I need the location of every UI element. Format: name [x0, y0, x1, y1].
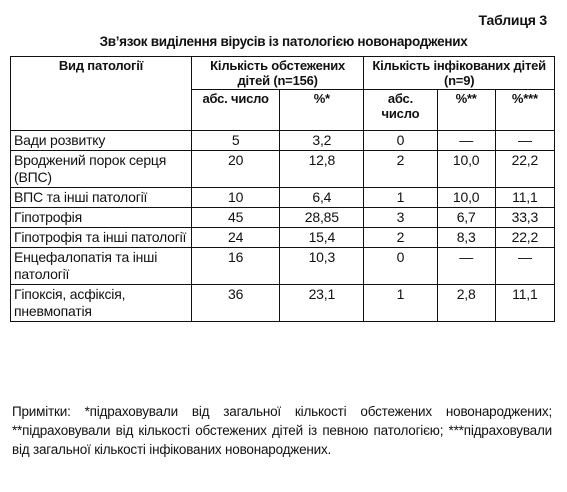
row-inf-pct2: — [437, 248, 495, 285]
row-exam-pct: 15,4 [280, 228, 364, 248]
row-exam-pct: 10,3 [280, 248, 364, 285]
row-inf-abs: 0 [364, 131, 437, 151]
row-inf-pct3: — [495, 131, 554, 151]
header-pathology: Вид патології [11, 57, 192, 131]
row-pathology-name: Гіпоксія, асфіксія, пневмопатія [11, 285, 192, 322]
row-inf-pct3: 22,2 [495, 151, 554, 188]
row-inf-abs: 1 [364, 285, 437, 322]
row-inf-pct2: — [437, 131, 495, 151]
row-inf-pct3: 33,3 [495, 208, 554, 228]
row-exam-pct: 6,4 [280, 188, 364, 208]
table-row [11, 188, 555, 208]
table-number-label: Таблиця 3 [478, 12, 547, 28]
row-inf-abs: 0 [364, 248, 437, 285]
subheader-abs-infected: абс. число [364, 90, 437, 131]
row-inf-pct3: 11,1 [495, 188, 554, 208]
table-row [11, 285, 555, 322]
row-exam-abs: 16 [191, 248, 279, 285]
row-inf-pct2: 10,0 [437, 151, 495, 188]
row-inf-abs: 2 [364, 228, 437, 248]
row-inf-pct2: 10,0 [437, 188, 495, 208]
table-row [11, 248, 555, 285]
row-exam-pct: 12,8 [280, 151, 364, 188]
subheader-abs-examined: абс. число [191, 90, 279, 131]
row-inf-pct3: 22,2 [495, 228, 554, 248]
row-pathology-name: ВПС та інші патології [11, 188, 192, 208]
row-inf-abs: 1 [364, 188, 437, 208]
row-exam-pct: 28,85 [280, 208, 364, 228]
header-infected: Кількість інфікованих дітей (n=9) [364, 57, 555, 90]
row-inf-pct2: 2,8 [437, 285, 495, 322]
row-inf-pct2: 8,3 [437, 228, 495, 248]
subheader-pct-examined: %* [280, 90, 364, 131]
row-inf-pct3: — [495, 248, 554, 285]
pathology-table [10, 56, 555, 322]
row-exam-abs: 20 [191, 151, 279, 188]
row-exam-abs: 5 [191, 131, 279, 151]
row-exam-abs: 36 [191, 285, 279, 322]
table-row [11, 151, 555, 188]
subheader-pct-infected-2: %** [437, 90, 495, 131]
row-pathology-name: Енцефалопатія та інші патології [11, 248, 192, 285]
row-exam-pct: 3,2 [280, 131, 364, 151]
row-pathology-name: Вади розвитку [11, 131, 192, 151]
header-examined: Кількість обстежених дітей (n=156) [191, 57, 363, 90]
table-title: Зв’язок виділення вірусів із патологією новонароджених [99, 34, 468, 49]
row-exam-abs: 45 [191, 208, 279, 228]
row-exam-pct: 23,1 [280, 285, 364, 322]
row-inf-abs: 3 [364, 208, 437, 228]
row-inf-abs: 2 [364, 151, 437, 188]
header-row-1 [11, 57, 555, 90]
row-pathology-name: Вроджений порок серця (ВПС) [11, 151, 192, 188]
row-inf-pct2: 6,7 [437, 208, 495, 228]
table-row [11, 208, 555, 228]
table-row [11, 228, 555, 248]
row-pathology-name: Гіпотрофія [11, 208, 192, 228]
subheader-pct-infected-3: %*** [495, 90, 554, 131]
row-inf-pct3: 11,1 [495, 285, 554, 322]
row-pathology-name: Гіпотрофія та інші патології [11, 228, 192, 248]
row-exam-abs: 24 [191, 228, 279, 248]
table-footnotes: Примітки: *підраховували від загальної кількості обстежених новонароджених; **підраховували від кількості обстежених дітей із певною патологією; ***підраховували від загальної кількості інфікованих новонароджених. [12, 404, 552, 457]
row-exam-abs: 10 [191, 188, 279, 208]
table-row [11, 131, 555, 151]
